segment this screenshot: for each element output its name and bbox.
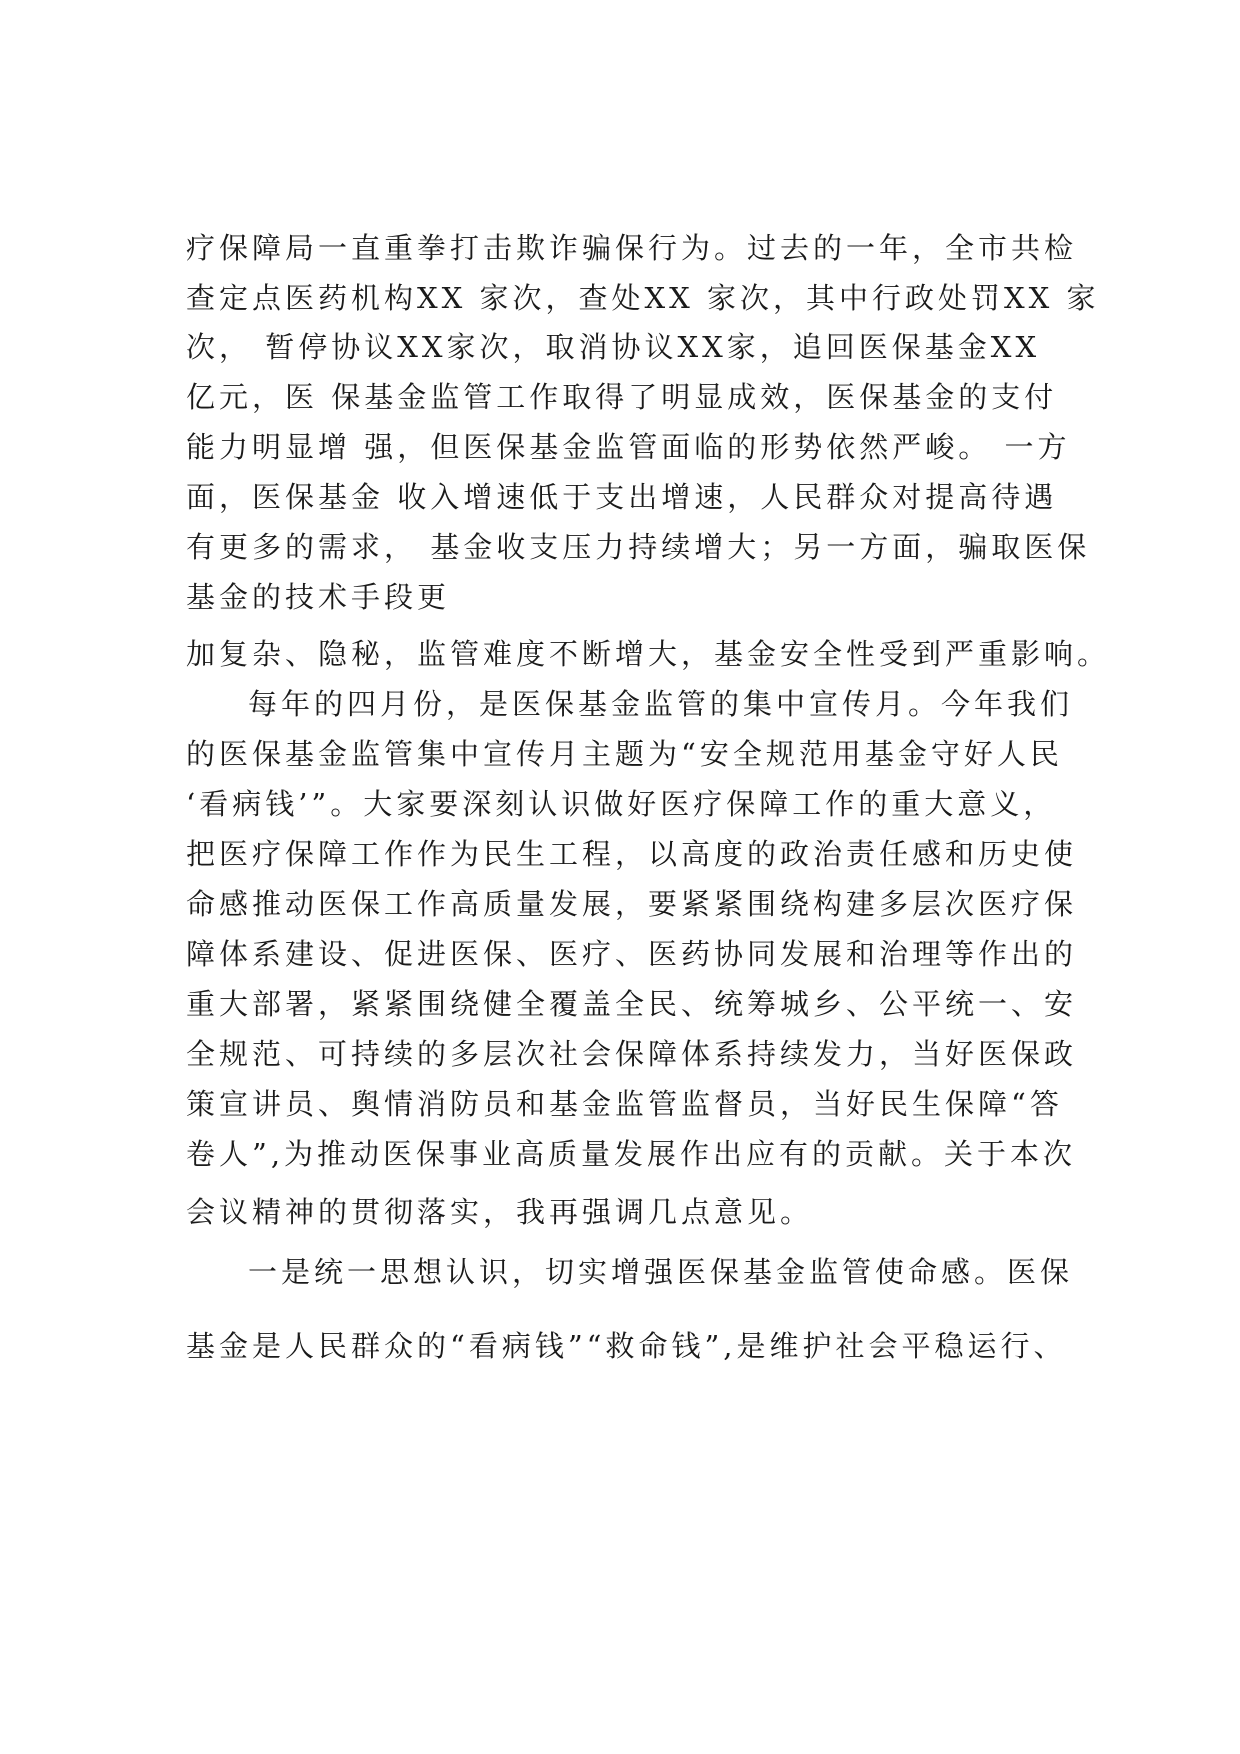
text-line: 能力明显增 强，但医保基金监管面临的形势依然严峻。 一方	[186, 430, 1071, 464]
text-line: 亿元，医 保基金监管工作取得了明显成效，医保基金的支付	[186, 380, 1058, 414]
paragraph-first-line: 每年的四月份，是医保基金监管的集中宣传月。今年我们	[248, 687, 1074, 721]
text-line: 策宣讲员、舆情消防员和基金监管监督员，当好民生保障“答	[186, 1087, 1063, 1121]
text-line: 疗保障局一直重拳打击欺诈骗保行为。过去的一年，全市共检	[186, 231, 1078, 265]
paragraph-first-line: 一是统一思想认识，切实增强医保基金监管使命感。医保	[248, 1255, 1074, 1289]
text-line: ‘看病钱’”。大家要深刻认识做好医疗保障工作的重大意义，	[186, 787, 1057, 821]
text-line: 面，医保基金 收入增速低于支出增速，人民群众对提高待遇	[186, 480, 1058, 514]
text-line: 障体系建设、促进医保、医疗、医药协同发展和治理等作出的	[186, 937, 1078, 971]
text-line: 有更多的需求， 基金收支压力持续增大；另一方面，骗取医保	[186, 530, 1091, 564]
text-line: 基金是人民群众的“看病钱”“救命钱”,是维护社会平稳运行、	[186, 1329, 1067, 1363]
text-line: 基金的技术手段更	[186, 580, 451, 614]
text-line: 全规范、可持续的多层次社会保障体系持续发力，当好医保政	[186, 1037, 1078, 1071]
text-line: 查定点医药机构XX 家次，查处XX 家次，其中行政处罚XX 家	[186, 281, 1100, 315]
text-line: 的医保基金监管集中宣传月主题为“安全规范用基金守好人民	[186, 737, 1063, 771]
text-line: 命感推动医保工作高质量发展，要紧紧围绕构建多层次医疗保	[186, 887, 1078, 921]
text-line: 把医疗保障工作作为民生工程，以高度的政治责任感和历史使	[186, 837, 1078, 871]
text-line: 次， 暂停协议XX家次，取消协议XX家，追回医保基金XX	[186, 330, 1041, 364]
text-line: 会议精神的贯彻落实，我再强调几点意见。	[186, 1195, 814, 1229]
text-line: 重大部署，紧紧围绕健全覆盖全民、统筹城乡、公平统一、安	[186, 987, 1078, 1021]
text-line: 加复杂、隐秘，监管难度不断增大，基金安全性受到严重影响。	[186, 637, 1111, 671]
text-line: 卷人”,为推动医保事业高质量发展作出应有的贡献。关于本次	[186, 1137, 1077, 1171]
